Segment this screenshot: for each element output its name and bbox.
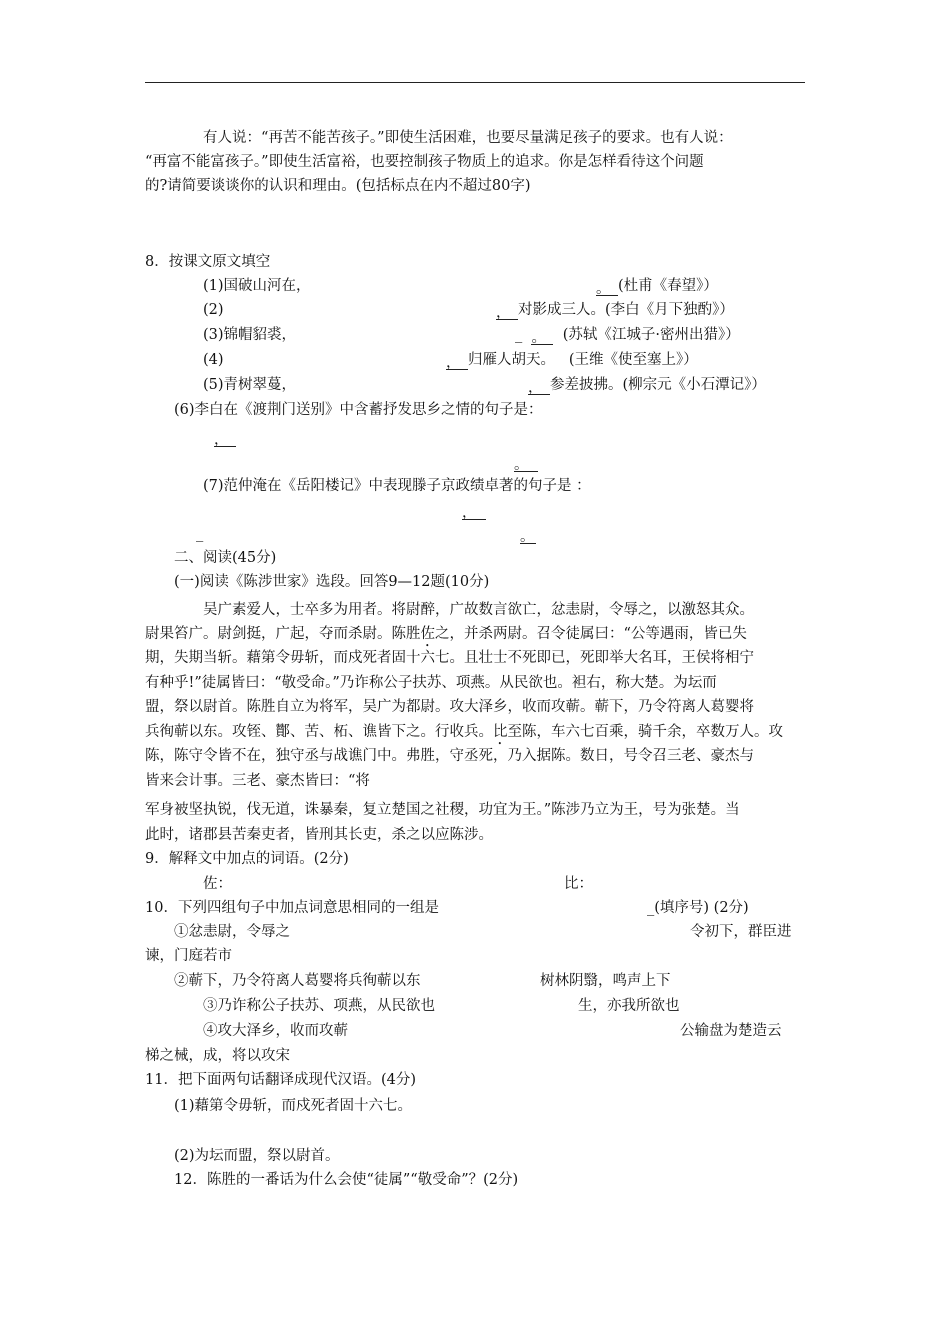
q10-option-3-right: 生，亦我所欲也	[578, 998, 680, 1014]
q8-item-4-blank[interactable]: ， 归雁人胡天。 (王维《使至塞上》）	[446, 352, 698, 371]
dotted-word-bi: 比	[493, 724, 508, 740]
q10-option-4: ④攻大泽乡，收而攻蕲	[203, 1023, 348, 1039]
passage-line-2: 尉果笞广。尉剑挺，广起，夺而杀尉。陈胜佐之，并杀两尉。召令徒属曰：“公等遇雨，皆已失	[145, 626, 747, 642]
q8-item-2: (2)	[203, 302, 224, 318]
q8-item-3: (3)锦帽貂裘，	[203, 327, 297, 343]
q10-option-1: ①忿恚尉，令辱之	[174, 924, 290, 940]
q12-title: 12．陈胜的一番话为什么会使“徒属”“敬受命”？(2分)	[174, 1172, 519, 1188]
passage-line-8: 皆来会计事。三老、豪杰皆曰：“将	[145, 773, 370, 789]
q10-title: 10．下列四组句子中加点词意思相同的一组是	[145, 900, 439, 916]
q8-item-2-blank[interactable]: ， 对影成三人。(李白《月下独酌》）	[496, 302, 734, 321]
q8-item-1-blank[interactable]: 。 (杜甫《春望》）	[596, 278, 718, 297]
q8-title: 8．按课文原文填空	[145, 254, 271, 270]
q8-item-7-dash: _	[196, 526, 204, 542]
q8-item-5-blank[interactable]: ， 参差披拂。(柳宗元《小石潭记》）	[528, 377, 766, 396]
q8-item-7-period-blank[interactable]: 。	[520, 529, 535, 545]
passage-line-5: 盟，祭以尉首。陈胜自立为将军，吴广为都尉。攻大泽乡，收而攻蕲。蕲下，乃令符离人葛婴将	[145, 699, 754, 715]
dotted-word-zuo: 佐	[420, 626, 435, 642]
passage-line-1: 吴广素爱人，士卒多为用者。将尉醉，广故数言欲亡，忿恚尉，令辱之，以激怒其众。	[203, 602, 754, 618]
q9-answer-zuo[interactable]: 佐：	[203, 876, 232, 892]
header-rule	[145, 82, 805, 83]
q11-sentence-2: (2)为坛而盟，祭以尉首。	[174, 1148, 340, 1164]
q8-item-6: (6)李白在《渡荆门送别》中含蓄抒发思乡之情的句子是：	[174, 402, 543, 418]
intro-line-1: 有人说：“再苦不能苦孩子。”即使生活困难，也要尽量满足孩子的要求。也有人说：	[203, 130, 733, 146]
q10-option-2-right: 树林阴翳，鸣声上下	[540, 973, 671, 989]
passage-line-7: 陈，陈守令皆不在，独守丞与战谯门中。弗胜，守丞死，乃入据陈。数日，号令召三老、豪杰与	[145, 748, 754, 764]
intro-line-2: “再富不能富孩子。”即使生活富裕，也要控制孩子物质上的追求。你是怎样看待这个问题	[145, 154, 704, 170]
q11-title: 11．把下面两句话翻译成现代汉语。(4分)	[145, 1072, 416, 1088]
q9-answer-bi[interactable]: 比：	[564, 876, 593, 892]
q10-option-1-right: 令初下，群臣进	[690, 924, 792, 940]
q8-item-4: (4)	[203, 352, 224, 368]
q10-option-1-cont: 谏，门庭若市	[145, 948, 232, 964]
q8-item-1: (1)国破山河在，	[203, 278, 311, 294]
passage-line-6: 兵徇蕲以东。攻铚、酇、苦、柘、谯皆下之。行收兵。比至陈，车六七百乘，骑千余，卒数万人。攻	[145, 724, 783, 740]
intro-line-3: 的?请简要谈谈你的认识和理由。(包括标点在内不超过80字)	[145, 178, 531, 194]
q9-title: 9．解释文中加点的词语。(2分)	[145, 851, 349, 867]
q10-answer-blank[interactable]: _(填序号) (2分)	[647, 900, 749, 916]
q10-option-4-right: 公输盘为楚造云	[680, 1023, 782, 1039]
q8-item-6-period-blank[interactable]: 。	[514, 452, 538, 472]
q8-item-7-comma-blank[interactable]: ，	[462, 500, 486, 520]
q10-option-2: ②蕲下，乃令符离人葛婴将兵徇蕲以东	[174, 973, 421, 989]
q11-sentence-1: (1)藉第令毋斩，而戍死者固十六七。	[174, 1098, 413, 1114]
q8-item-7: (7)范仲淹在《岳阳楼记》中表现滕子京政绩卓著的句子是 ：	[203, 478, 591, 494]
passage-line-3: 期，失期当斩。藉第令毋斩，而戍死者固十六七。且壮士不死即已，死即举大名耳，王侯将相宁	[145, 650, 754, 666]
passage-line-9: 军身被坚执锐，伐无道，诛暴秦，复立楚国之社稷，功宜为王。”陈涉乃立为王，号为张楚。当	[145, 802, 740, 818]
passage-line-10: 此时，诸郡县苦秦吏者，皆刑其长吏，杀之以应陈涉。	[145, 827, 493, 843]
q8-item-3-blank[interactable]: _ 。 (苏轼《江城子·密州出猎》）	[515, 327, 740, 346]
section-2-sub: (一)阅读《陈涉世家》选段。回答9—12题(10分)	[174, 574, 490, 590]
passage-line-4: 有种乎!”徒属皆曰：“敬受命。”乃诈称公子扶苏、项燕。从民欲也。袒右，称大楚。为坛而	[145, 675, 717, 691]
q10-option-3: ③乃诈称公子扶苏、项燕，从民欲也	[203, 998, 435, 1014]
q8-item-6-comma-blank[interactable]: ，	[214, 427, 236, 447]
q8-item-5: (5)青树翠蔓，	[203, 377, 297, 393]
q10-option-4-cont: 梯之械，成，将以攻宋	[145, 1048, 290, 1064]
section-2-title: 二、阅读(45分)	[174, 550, 277, 566]
